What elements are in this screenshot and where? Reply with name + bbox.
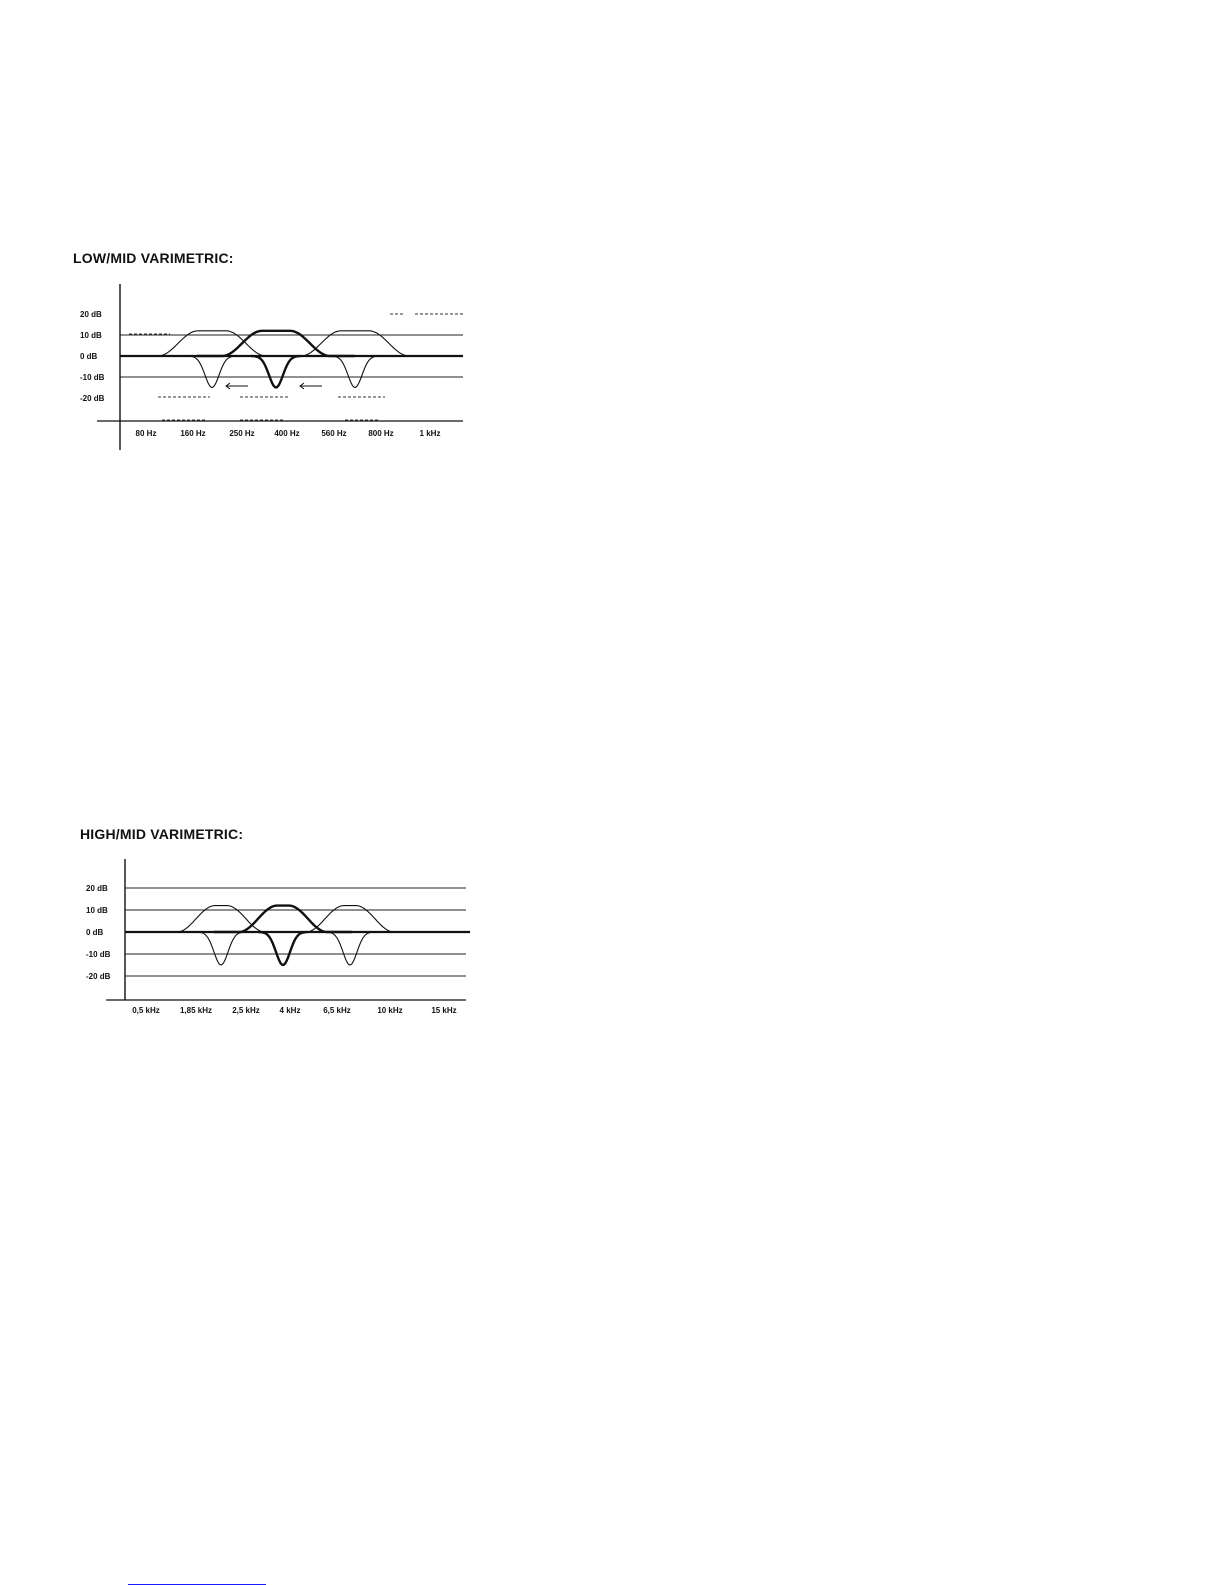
y-tick-label: 10 dB xyxy=(80,331,102,340)
y-tick-label: -20 dB xyxy=(80,394,105,403)
y-tick-label: 20 dB xyxy=(86,884,108,893)
low-mid-chart-title: LOW/MID VARIMETRIC: xyxy=(73,250,234,266)
x-tick-label: 10 kHz xyxy=(377,1006,403,1015)
y-tick-label: 20 dB xyxy=(80,310,102,319)
x-tick-label: 400 Hz xyxy=(274,429,300,438)
x-tick-label: 1,85 kHz xyxy=(179,1006,213,1015)
y-tick-label: -10 dB xyxy=(86,950,111,959)
x-tick-label: 0,5 kHz xyxy=(132,1006,160,1015)
cut-curve xyxy=(187,356,237,387)
x-tick-label: 560 Hz xyxy=(321,429,347,438)
x-tick-label: 4 kHz xyxy=(279,1006,301,1015)
y-tick-label: 0 dB xyxy=(80,352,98,361)
y-tick-label: -20 dB xyxy=(86,972,111,981)
cut-curve xyxy=(330,356,380,387)
x-tick-label: 2,5 kHz xyxy=(232,1006,260,1015)
x-tick-label: 1 kHz xyxy=(419,429,441,438)
cut-curve xyxy=(251,356,301,387)
x-tick-label: 160 Hz xyxy=(180,429,206,438)
y-tick-label: 10 dB xyxy=(86,906,108,915)
x-tick-label: 15 kHz xyxy=(431,1006,457,1015)
x-tick-label: 80 Hz xyxy=(135,429,157,438)
low-mid-varimetric-chart xyxy=(0,270,480,460)
high-mid-chart-title: HIGH/MID VARIMETRIC: xyxy=(80,826,244,842)
cut-curve xyxy=(258,932,308,965)
high-mid-varimetric-chart xyxy=(0,845,480,1035)
x-tick-label: 800 Hz xyxy=(368,429,394,438)
cut-curve xyxy=(325,932,375,965)
x-tick-label: 250 Hz xyxy=(229,429,255,438)
y-tick-label: -10 dB xyxy=(80,373,105,382)
cut-curve xyxy=(196,932,246,965)
y-tick-label: 0 dB xyxy=(86,928,104,937)
x-tick-label: 6,5 kHz xyxy=(323,1006,351,1015)
